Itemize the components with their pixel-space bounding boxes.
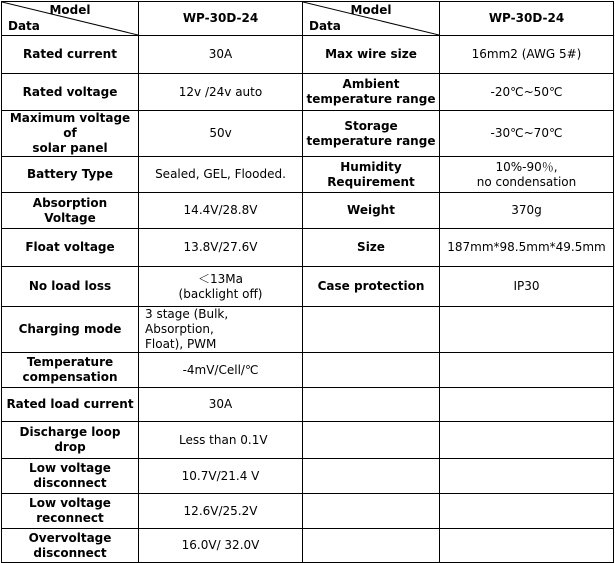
cell-text-line: Storage bbox=[344, 118, 398, 133]
spec-label-left bbox=[2, 229, 139, 267]
spec-label-left bbox=[2, 353, 139, 388]
spec-value-left bbox=[139, 157, 303, 193]
table-row bbox=[2, 459, 614, 494]
spec-label-right bbox=[303, 36, 440, 74]
spec-label-left bbox=[2, 157, 139, 193]
cell-text-line: Case protection bbox=[317, 279, 425, 293]
cell-text-line: Float), PWM bbox=[145, 337, 217, 351]
spec-label-right bbox=[303, 422, 440, 459]
spec-label-left bbox=[2, 267, 139, 307]
spec-label-left bbox=[2, 307, 139, 353]
spec-value-right bbox=[440, 229, 614, 267]
spec-label-right bbox=[303, 529, 440, 563]
cell-text-line: compensation bbox=[22, 370, 118, 384]
spec-value-right bbox=[440, 494, 614, 529]
cell-text-line: Less than 0.1V bbox=[179, 432, 268, 447]
spec-value-right bbox=[440, 422, 614, 459]
spec-value-right bbox=[440, 193, 614, 229]
spec-value-right bbox=[440, 36, 614, 74]
header-right-diagonal-cell bbox=[303, 2, 440, 36]
cell-text-line: 13.8V/27.6V bbox=[183, 240, 258, 254]
cell-text-line: 30A bbox=[208, 397, 233, 411]
spec-value-left bbox=[139, 307, 303, 353]
spec-label-left bbox=[2, 494, 139, 529]
header-row bbox=[2, 2, 614, 36]
spec-label-right bbox=[303, 267, 440, 307]
cell-text-line: 187mm*98.5mm*49.5mm bbox=[447, 240, 606, 254]
cell-text-line: 14.4V/28.8V bbox=[183, 203, 258, 217]
cell-text-line: 370g bbox=[511, 203, 542, 217]
spec-value-right bbox=[440, 529, 614, 563]
cell-text-line: 12v /24v auto bbox=[178, 84, 263, 99]
table-row bbox=[2, 267, 614, 307]
spec-label-right bbox=[303, 307, 440, 353]
spec-value-right bbox=[440, 307, 614, 353]
table-row bbox=[2, 157, 614, 193]
cell-text-line: 12.6V/25.2V bbox=[183, 503, 258, 518]
cell-text-line: No load loss bbox=[28, 279, 112, 293]
cell-text-line: Max wire size bbox=[325, 47, 417, 61]
spec-value-left bbox=[139, 193, 303, 229]
spec-label-left bbox=[2, 459, 139, 494]
cell-text-line: -4mV/Cell/℃ bbox=[182, 362, 259, 377]
cell-text-line: 3 stage (Bulk, Absorption, bbox=[145, 307, 229, 336]
cell-text-line: Float voltage bbox=[25, 240, 115, 254]
cell-text-line: Low voltage bbox=[29, 461, 111, 475]
spec-value-left bbox=[139, 267, 303, 307]
cell-text-line: Temperature bbox=[26, 355, 114, 369]
cell-text-line: temperature range bbox=[306, 92, 436, 106]
header-left-diagonal-cell bbox=[2, 2, 139, 36]
spec-label-right bbox=[303, 157, 440, 193]
spec-value-right bbox=[440, 353, 614, 388]
cell-text-line: (backlight off) bbox=[178, 286, 263, 301]
cell-text-line: ＜13Ma bbox=[198, 271, 243, 286]
cell-text-line: temperature range bbox=[306, 133, 436, 148]
spec-value-right bbox=[440, 459, 614, 494]
table-row bbox=[2, 111, 614, 157]
cell-text-line: Rated load current bbox=[6, 397, 134, 411]
header-model-left: WP-30D-24 bbox=[139, 2, 303, 36]
cell-text-line: Absorption Voltage bbox=[32, 195, 108, 225]
cell-text-line: disconnect bbox=[33, 476, 107, 490]
table-row bbox=[2, 529, 614, 563]
spec-label-left bbox=[2, 36, 139, 74]
header-model-label: Model bbox=[350, 3, 392, 17]
cell-text-line: Ambient bbox=[342, 77, 400, 91]
cell-text-line: 50v bbox=[209, 126, 232, 140]
spec-value-left bbox=[139, 36, 303, 74]
cell-text-line: Charging mode bbox=[18, 322, 122, 336]
cell-text-line: no condensation bbox=[476, 174, 577, 189]
spec-label-left bbox=[2, 529, 139, 563]
cell-text-line: Humidity bbox=[340, 159, 402, 174]
cell-text-line: IP30 bbox=[513, 279, 540, 293]
header-model-right: WP-30D-24 bbox=[440, 2, 614, 36]
spec-value-left bbox=[139, 74, 303, 111]
cell-text-line: 16.0V/ 32.0V bbox=[181, 538, 260, 552]
cell-text-line: -30℃~70℃ bbox=[490, 126, 563, 140]
cell-text-line: solar panel bbox=[32, 141, 108, 155]
cell-text-line: -20℃~50℃ bbox=[490, 84, 563, 99]
header-data-label: Data bbox=[309, 19, 341, 33]
cell-text-line: Rated voltage bbox=[22, 84, 118, 99]
cell-text-line: 10.7V/21.4 V bbox=[181, 468, 260, 483]
spec-label-right bbox=[303, 459, 440, 494]
cell-text-line: Discharge loop drop bbox=[19, 425, 121, 454]
table-row bbox=[2, 388, 614, 422]
cell-text-line: disconnect bbox=[33, 545, 107, 560]
cell-text-line: Overvoltage bbox=[28, 530, 112, 545]
spec-value-right bbox=[440, 74, 614, 111]
cell-text-line: Rated current bbox=[23, 47, 117, 61]
spec-label-left bbox=[2, 388, 139, 422]
table-row bbox=[2, 353, 614, 388]
cell-text-line: 30A bbox=[208, 47, 233, 61]
spec-label-left bbox=[2, 74, 139, 111]
spec-label-right bbox=[303, 229, 440, 267]
spec-value-left bbox=[139, 529, 303, 563]
table-row bbox=[2, 229, 614, 267]
spec-label-left bbox=[2, 422, 139, 459]
table-row bbox=[2, 36, 614, 74]
spec-label-right bbox=[303, 193, 440, 229]
cell-text-line: 16mm2 (AWG 5#) bbox=[471, 47, 582, 61]
spec-value-left bbox=[139, 459, 303, 494]
cell-text-line: Size bbox=[357, 240, 385, 254]
spec-label-right bbox=[303, 74, 440, 111]
table-row bbox=[2, 193, 614, 229]
table-row bbox=[2, 307, 614, 353]
spec-value-left bbox=[139, 229, 303, 267]
spec-value-right bbox=[440, 388, 614, 422]
cell-text-line: Low voltage bbox=[29, 496, 111, 510]
cell-text-line: 10%-90％, bbox=[495, 159, 558, 174]
spec-value-left bbox=[139, 422, 303, 459]
spec-label-right bbox=[303, 388, 440, 422]
spec-label-right bbox=[303, 494, 440, 529]
spec-body bbox=[2, 2, 614, 563]
header-data-label: Data bbox=[8, 19, 40, 33]
cell-text-line: Maximum voltage of bbox=[9, 111, 131, 140]
spec-value-left bbox=[139, 388, 303, 422]
spec-value-left bbox=[139, 353, 303, 388]
table-row bbox=[2, 422, 614, 459]
table-row bbox=[2, 74, 614, 111]
spec-label-right bbox=[303, 353, 440, 388]
cell-text-line: Battery Type bbox=[26, 167, 114, 181]
spec-label-left bbox=[2, 111, 139, 157]
spec-value-right bbox=[440, 267, 614, 307]
spec-value-right bbox=[440, 157, 614, 193]
cell-text-line: Requirement bbox=[327, 174, 415, 189]
cell-text-line: Sealed, GEL, Flooded. bbox=[155, 167, 286, 181]
spec-label-left bbox=[2, 193, 139, 229]
table-row bbox=[2, 494, 614, 529]
spec-value-left bbox=[139, 111, 303, 157]
spec-value-left bbox=[139, 494, 303, 529]
spec-label-right bbox=[303, 111, 440, 157]
cell-text-line: Weight bbox=[347, 203, 395, 217]
spec-value-right bbox=[440, 111, 614, 157]
header-model-label: Model bbox=[49, 3, 91, 17]
spec-table bbox=[1, 1, 614, 563]
cell-text-line: reconnect bbox=[36, 511, 104, 525]
